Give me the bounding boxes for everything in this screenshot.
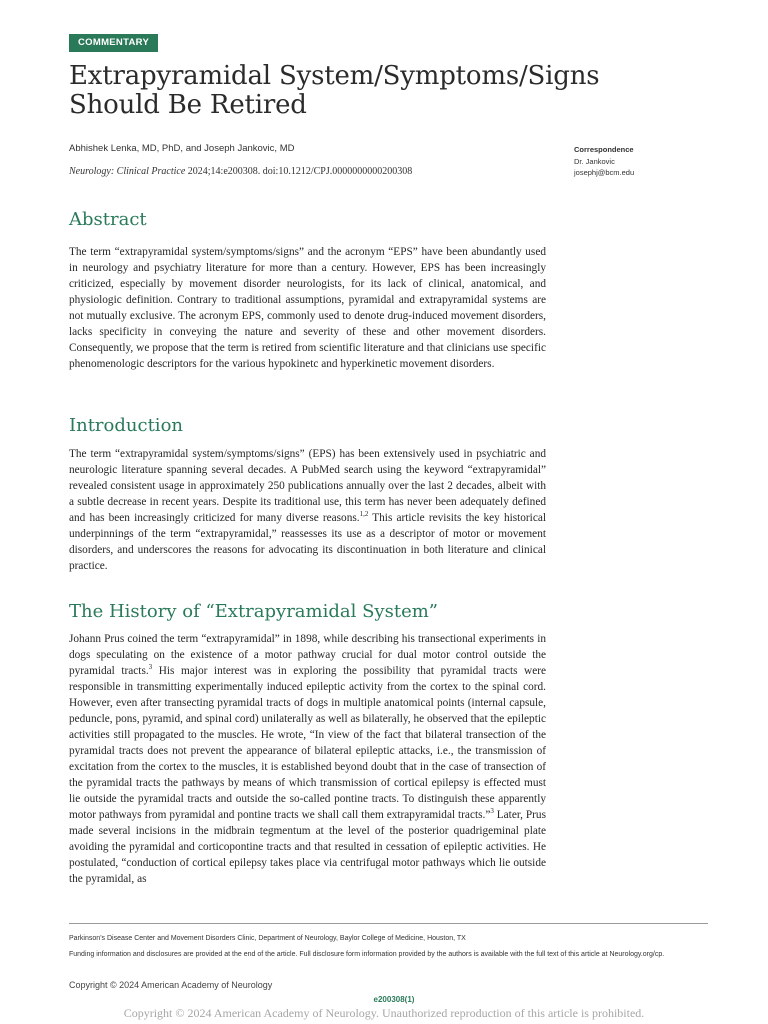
history-text-part: Later, Prus made several incisions in the midbrain tegmentum at the level of the posterior quadrigeminal plate avoiding the pyramidal and corticopontine tracts and that resulted in cessation of epileptic activities. He postulated, “conduction of cortical epilepsy takes place via centrifugal motor pathways which lie outside the pyramidal, as [69, 809, 546, 885]
affiliation-note: Parkinson’s Disease Center and Movement Disorders Clinic, Department of Neurology, Baylor College of Medicine, Houston, TX [69, 935, 466, 942]
introduction-text-part: This article revisits the key historical underpinnings of the term “extrapyramidal,” reassesses its use as a descriptor of motor or movement disorders, and underscores the reasons for advocating its discontinuation in both literature and clinical practice. [69, 512, 546, 572]
copyright-line: Copyright © 2024 American Academy of Neurology [69, 980, 273, 990]
correspondence-heading: Correspondence [574, 145, 634, 154]
history-heading: The History of “Extrapyramidal System” [69, 601, 438, 622]
introduction-text-part: The term “extrapyramidal system/symptoms/signs” (EPS) has been extensively used in psychiatric and neurologic literature spanning several decades. A PubMed search using the keyword “extrapyramidal” revealed consistent usage in approximately 250 publications annually over the last 2 decades, albeit with a subtle decrease in recent years. Despite its traditional use, this term has never been adequately defined and has been increasingly criticized for many diverse reasons. [69, 448, 546, 524]
introduction-heading: Introduction [69, 415, 183, 436]
citation-line [69, 166, 412, 177]
funding-note: Funding information and disclosures are provided at the end of the article. Full disclosure form information provided by the authors is available with the full text of this article at Neurology.org/cp. [69, 951, 665, 958]
correspondence-email[interactable]: josephj@bcm.edu [574, 168, 635, 177]
page-number: e200308(1) [373, 995, 415, 1004]
citation-details: 2024;14:e200308. doi:10.1212/CPJ.0000000000200308 [185, 166, 413, 177]
reference-superscript[interactable]: 3 [148, 663, 153, 672]
correspondence-name: Dr. Jankovic [574, 156, 615, 166]
article-type-badge: COMMENTARY [69, 34, 158, 52]
abstract-text: The term “extrapyramidal system/symptoms/signs” and the acronym “EPS” have been abundantly used in neurology and psychiatry literature for more than a century. However, EPS has been increasingly criticized, especially by movement disorder neurologists, for its lack of clinical, anatomical, and physiologic definition. Contrary to traditional assumptions, pyramidal and extrapyramidal systems are not mutually exclusive. The acronym EPS, commonly used to denote drug-induced movement disorders, lacks specificity in conveying the nature and severity of these and other movement disorders. Consequently, we propose that the term is retired from scientific literature and that clinicians use specific phenomenologic descriptors for the various hypokinetc and hyperkinetic movement disorders. [69, 246, 546, 370]
reference-superscript[interactable]: 3 [490, 807, 494, 816]
introduction-text [69, 446, 546, 574]
history-text-part: His major interest was in exploring the possibility that pyramidal tracts were responsible in transmitting experimentally induced epileptic activity from the cortex to the spinal cord. However, even after transecting pyramidal tracts of dogs in multiple anatomical points (internal capsule, peduncle, pons, pyramid, and spinal cord) unilaterally as well as bilaterally, he observed that the epileptic activities still propagated to the muscles. He wrote, “In view of the fact that bilateral transection of the pyramidal tracts does not prevent the appearance of bilateral epileptic attacks, i.e., the transmission of excitation from the cortex to the muscles, it is established beyond doubt that in the case of transection of the pyramidal tracts the pathways by means of which transmission of cortical epilepsy is effected must lie outside the pyramidal tracts and outside the so-called pontine tracts. To distinguish these apparently motor pathways from pyramidal and pontine tracts we shall call them extrapyramidal tracts.” [69, 665, 546, 821]
copyright-watermark: Copyright © 2024 American Academy of Neurology. Unauthorized reproduction of this article is prohibited. [123, 1006, 645, 1020]
history-text [69, 631, 546, 887]
article-title: Extrapyramidal System/Symptoms/Signs Should Be Retired [69, 61, 600, 120]
footer-divider [69, 923, 708, 924]
journal-name: Neurology: Clinical Practice [69, 166, 186, 177]
abstract-heading: Abstract [69, 209, 147, 230]
author-list: Abhishek Lenka, MD, PhD, and Joseph Jankovic, MD [69, 143, 295, 154]
history-text-part: Johann Prus coined the term “extrapyramidal” in 1898, while describing his transectional experiments in dogs speculating on the existence of a motor pathway crucial for dual motor control outside the pyramidal tracts. [69, 633, 546, 677]
reference-superscript[interactable]: 1,2 [359, 510, 369, 519]
correspondence-block [574, 144, 634, 179]
